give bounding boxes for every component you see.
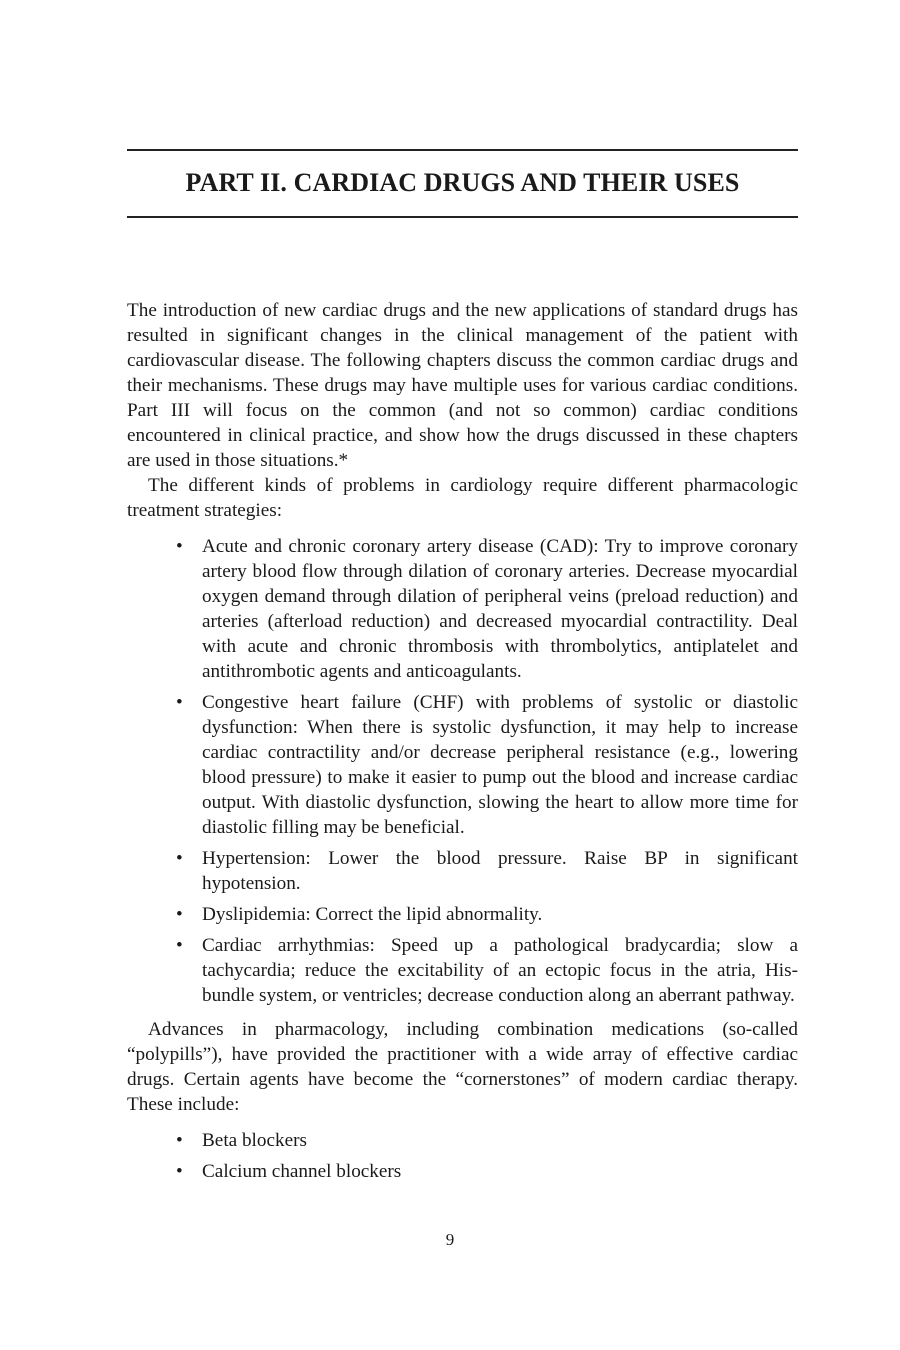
title-top-rule	[127, 149, 798, 151]
title-bottom-rule	[127, 216, 798, 218]
list-item-text: Dyslipidemia: Correct the lipid abnormality.	[202, 904, 543, 925]
list-item-text: Acute and chronic coronary artery disease (CAD): Try to improve coronary artery blood flow through dilation of coronary arteries. Decrease myocardial oxygen demand through dilation of peripheral veins (preload reduction) and arteries (afterload reduction) and decreased myocardial contractility. Deal with acute and chronic thrombosis with thrombolytics, antiplatelet and antithrombotic agents and anticoagulants.	[202, 536, 798, 682]
list-item	[176, 1159, 798, 1184]
bullet-icon: •	[176, 536, 183, 557]
bullet-icon: •	[176, 692, 183, 713]
strategies-list	[127, 534, 798, 1008]
body-text	[127, 298, 798, 1193]
cornerstones-list	[127, 1128, 798, 1184]
list-item-text: Hypertension: Lower the blood pressure. Raise BP in significant hypotension.	[202, 848, 798, 894]
part-title: PART II. CARDIAC DRUGS AND THEIR USES	[185, 168, 740, 197]
list-item	[176, 1128, 798, 1153]
page-number: 9	[445, 1230, 455, 1249]
list-item-text: Cardiac arrhythmias: Speed up a pathological bradycardia; slow a tachycardia; reduce the excitability of an ectopic focus in the atria, His-bundle system, or ventricles; decrease conduction along an aberrant pathway.	[202, 935, 798, 1006]
list-item	[176, 534, 798, 684]
bullet-icon: •	[176, 848, 183, 869]
list-item	[176, 933, 798, 1008]
intro-paragraph: The introduction of new cardiac drugs and the new applications of standard drugs has resulted in significant changes in the clinical management of the patient with cardiovascular disease. The following chapters discuss the common cardiac drugs and their mechanisms. These drugs may have multiple uses for various cardiac conditions. Part III will focus on the common (and not so common) cardiac conditions encountered in clinical practice, and show how the drugs discussed in these chapters are used in those situations.*	[127, 300, 798, 471]
strategies-paragraph: The different kinds of problems in cardiology require different pharmacologic treatment strategies:	[127, 475, 798, 521]
list-item	[176, 690, 798, 840]
bullet-icon: •	[176, 1161, 183, 1182]
list-item	[176, 846, 798, 896]
list-item-text: Beta blockers	[202, 1130, 307, 1151]
bullet-icon: •	[176, 935, 183, 956]
list-item-text: Congestive heart failure (CHF) with problems of systolic or diastolic dysfunction: When there is systolic dysfunction, it may help to increase cardiac contractility and/or decrease peripheral resistance (e.g., lowering blood pressure) to make it easier to pump out the blood and increase cardiac output. With diastolic dysfunction, slowing the heart to allow more time for diastolic filling may be beneficial.	[202, 692, 798, 838]
list-item	[176, 902, 798, 927]
list-item-text: Calcium channel blockers	[202, 1161, 402, 1182]
bullet-icon: •	[176, 1130, 183, 1151]
bullet-icon: •	[176, 904, 183, 925]
advances-paragraph: Advances in pharmacology, including combination medications (so-called “polypills”), have provided the practitioner with a wide array of effective cardiac drugs. Certain agents have become the “cornerstones” of modern cardiac therapy. These include:	[127, 1019, 798, 1115]
